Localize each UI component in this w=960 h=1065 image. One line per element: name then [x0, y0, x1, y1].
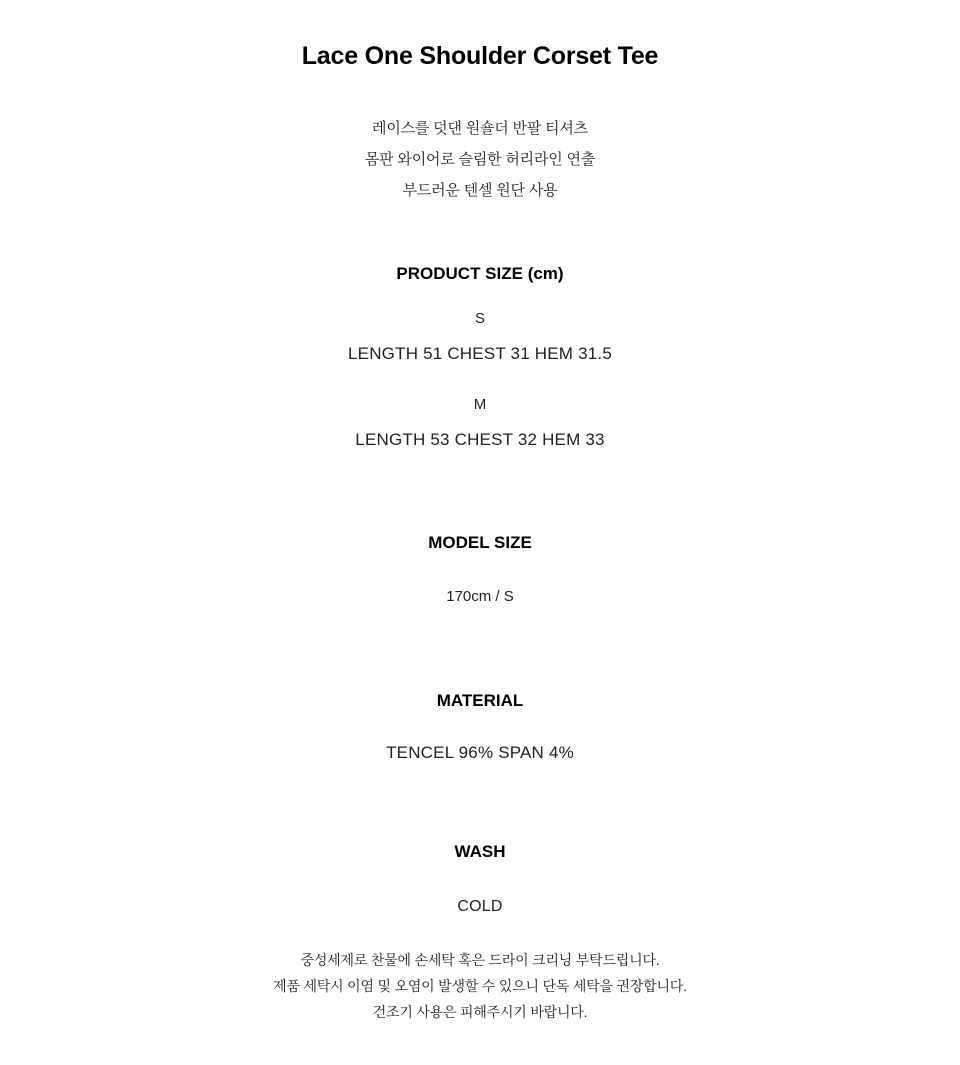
- wash-note-line: 제품 세탁시 이염 및 오염이 발생할 수 있으니 단독 세탁을 권장합니다.: [273, 978, 687, 995]
- material-heading: MATERIAL: [436, 691, 524, 711]
- material-value: TENCEL 96% SPAN 4%: [386, 742, 574, 762]
- size-measurements: LENGTH 51 CHEST 31 HEM 31.5: [348, 344, 612, 364]
- page-title: Lace One Shoulder Corset Tee: [301, 42, 659, 70]
- description-line: 몸판 와이어로 슬림한 허리라인 연출: [364, 150, 596, 168]
- wash-note-line: 건조기 사용은 피해주시기 바랍니다.: [372, 1004, 588, 1021]
- model-size-heading: MODEL SIZE: [428, 533, 532, 553]
- wash-section: [0, 840, 960, 1025]
- model-size-value: 170cm / S: [446, 588, 514, 606]
- wash-note-line: 중성세제로 찬물에 손세탁 혹은 드라이 크리닝 부탁드립니다.: [300, 952, 660, 969]
- product-size-heading: PRODUCT SIZE (cm): [396, 263, 564, 283]
- size-row: [0, 387, 960, 457]
- wash-heading: WASH: [454, 842, 506, 862]
- size-label: S: [474, 310, 485, 328]
- description-line: 레이스를 덧댄 원숄더 반팔 티셔츠: [372, 119, 588, 137]
- model-size-section: [0, 531, 960, 609]
- size-label: M: [473, 396, 487, 414]
- product-size-section: [0, 262, 960, 458]
- product-description: [0, 113, 960, 206]
- size-row: [0, 301, 960, 371]
- size-measurements: LENGTH 53 CHEST 32 HEM 33: [355, 430, 605, 450]
- material-section: [0, 689, 960, 766]
- wash-notes: [0, 947, 960, 1025]
- wash-value: COLD: [457, 897, 503, 915]
- description-line: 부드러운 텐셀 원단 사용: [402, 181, 558, 199]
